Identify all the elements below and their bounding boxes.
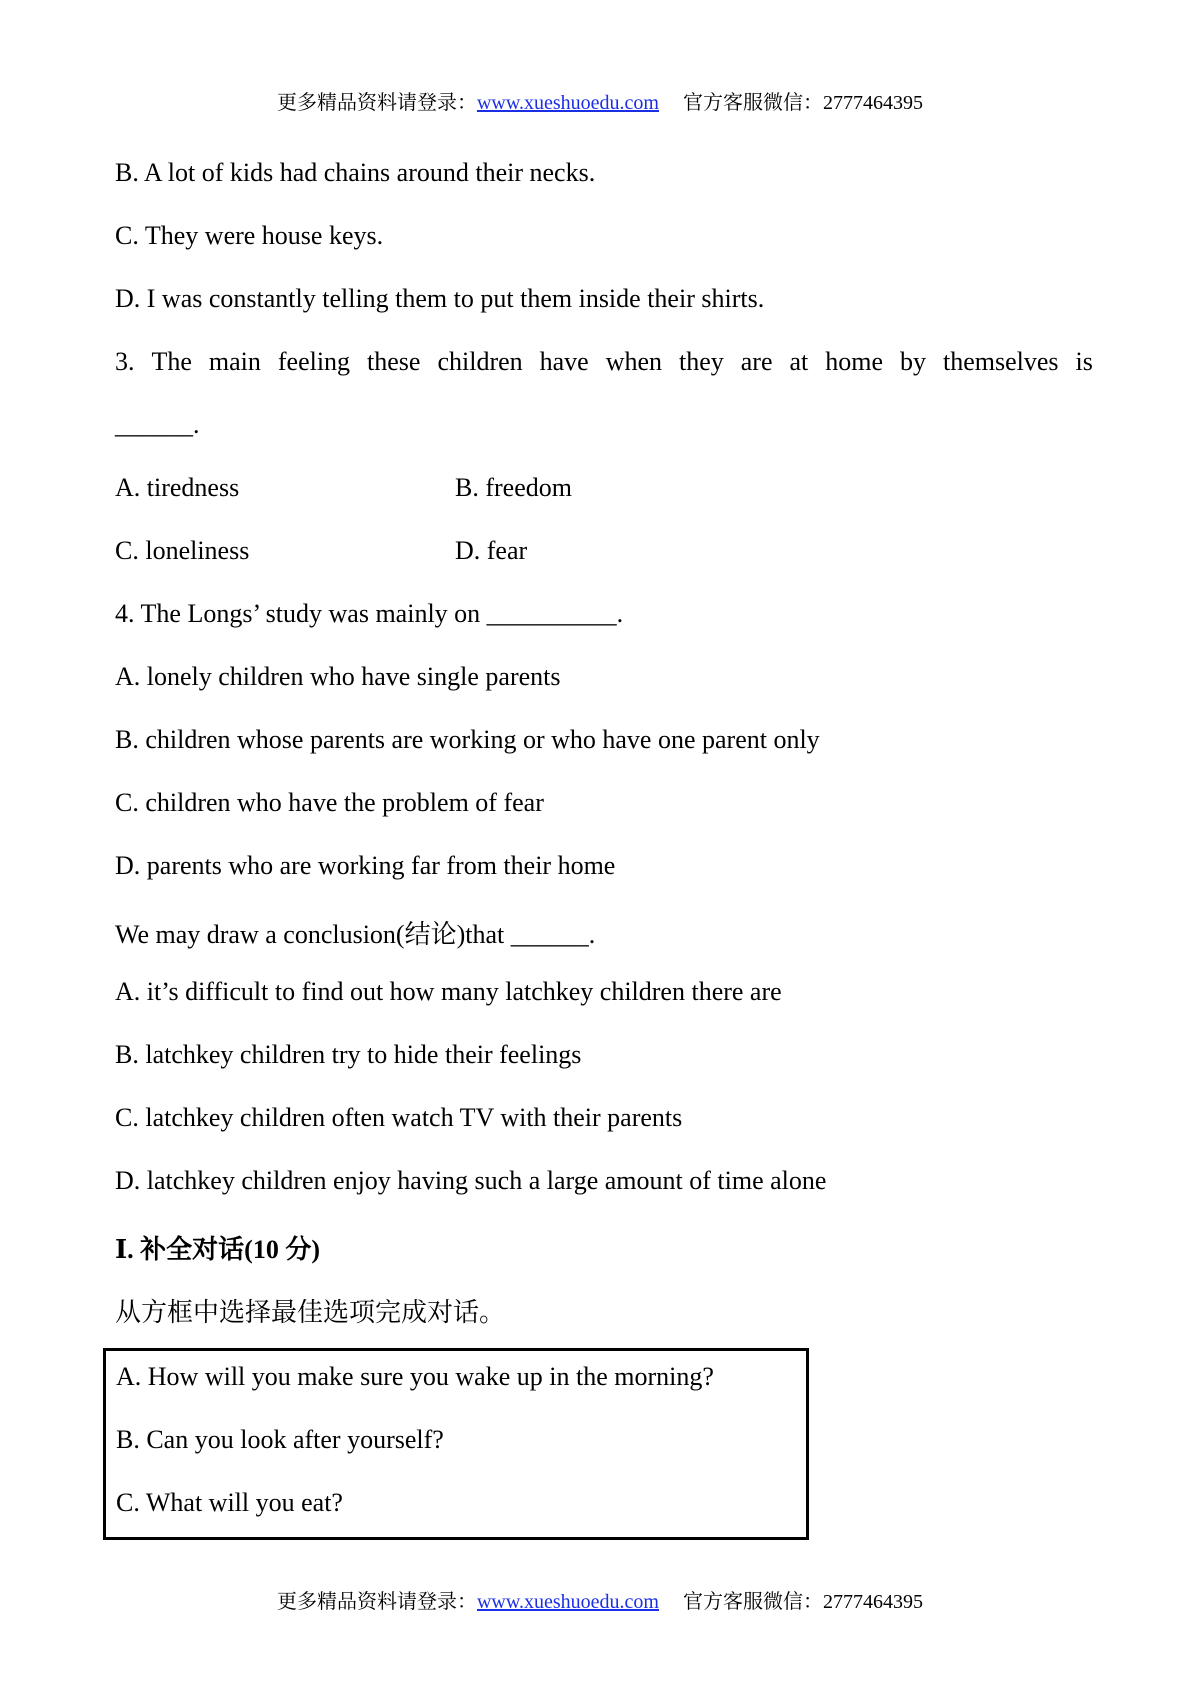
footer-wechat: 官方客服微信：2777464395 [683, 1591, 923, 1613]
q3-word: themselves [942, 347, 1059, 376]
q5-option-c: C. latchkey children often watch TV with their parents [115, 1103, 683, 1132]
q3-blank: ______. [115, 410, 200, 439]
q3-word: home [825, 347, 884, 376]
q3-word: when [605, 347, 663, 376]
q3-word: feeling [277, 347, 351, 376]
q3-word: these [367, 347, 421, 376]
header-wechat: 官方客服微信：2777464395 [683, 92, 923, 114]
q2-option-d: D. I was constantly telling them to put them inside their shirts. [115, 284, 765, 313]
q2-option-b: B. A lot of kids had chains around their necks. [115, 158, 596, 187]
q3-option-b: B. freedom [455, 473, 572, 502]
q5-option-b: B. latchkey children try to hide their feelings [115, 1040, 582, 1069]
q2-option-c: C. They were house keys. [115, 221, 384, 250]
footer-link[interactable]: www.xueshuoedu.com [476, 1591, 659, 1613]
q3-option-row-1 [115, 473, 239, 503]
section-title: Ⅰ. 补全对话(10 分) [115, 1235, 320, 1264]
q3-word: at [789, 347, 809, 376]
q3-option-c: C. loneliness [115, 536, 250, 565]
q3-word: are [740, 347, 773, 376]
box-option-b: B. Can you look after yourself? [116, 1425, 444, 1454]
page-header [0, 86, 1200, 115]
q4-option-b: B. children whose parents are working or who have one parent only [115, 725, 820, 754]
section-instruction: 从方框中选择最佳选项完成对话。 [115, 1298, 506, 1327]
box-option-c: C. What will you eat? [116, 1488, 343, 1517]
q5-option-a: A. it’s difficult to find out how many latchkey children there are [115, 977, 782, 1006]
q3-word: main [208, 347, 261, 376]
q3-option-a: A. tiredness [115, 473, 240, 502]
q3-word: 3. [115, 347, 135, 376]
q3-word: by [900, 347, 926, 376]
q3-word: is [1075, 347, 1093, 376]
header-link[interactable]: www.xueshuoedu.com [476, 92, 659, 114]
q4-option-a: A. lonely children who have single parents [115, 662, 561, 691]
q5-stem: We may draw a conclusion(结论)that ______. [115, 920, 596, 949]
q4-option-d: D. parents who are working far from their home [115, 851, 616, 880]
q4-option-c: C. children who have the problem of fear [115, 788, 544, 817]
page-footer [0, 1585, 1200, 1614]
header-prefix: 更多精品资料请登录： [276, 92, 477, 114]
footer-prefix: 更多精品资料请登录： [276, 1591, 477, 1613]
q3-word: The [151, 347, 192, 376]
q4-stem: 4. The Longs’ study was mainly on __________. [115, 599, 624, 628]
q5-option-d: D. latchkey children enjoy having such a large amount of time alone [115, 1166, 827, 1195]
q3-option-d: D. fear [455, 536, 528, 565]
q3-word: they [679, 347, 724, 376]
q3-word: have [539, 347, 589, 376]
box-option-a: A. How will you make sure you wake up in the morning? [116, 1362, 714, 1391]
q3-word: children [437, 347, 523, 376]
options-box [103, 1348, 809, 1540]
q3-stem [115, 347, 1093, 377]
